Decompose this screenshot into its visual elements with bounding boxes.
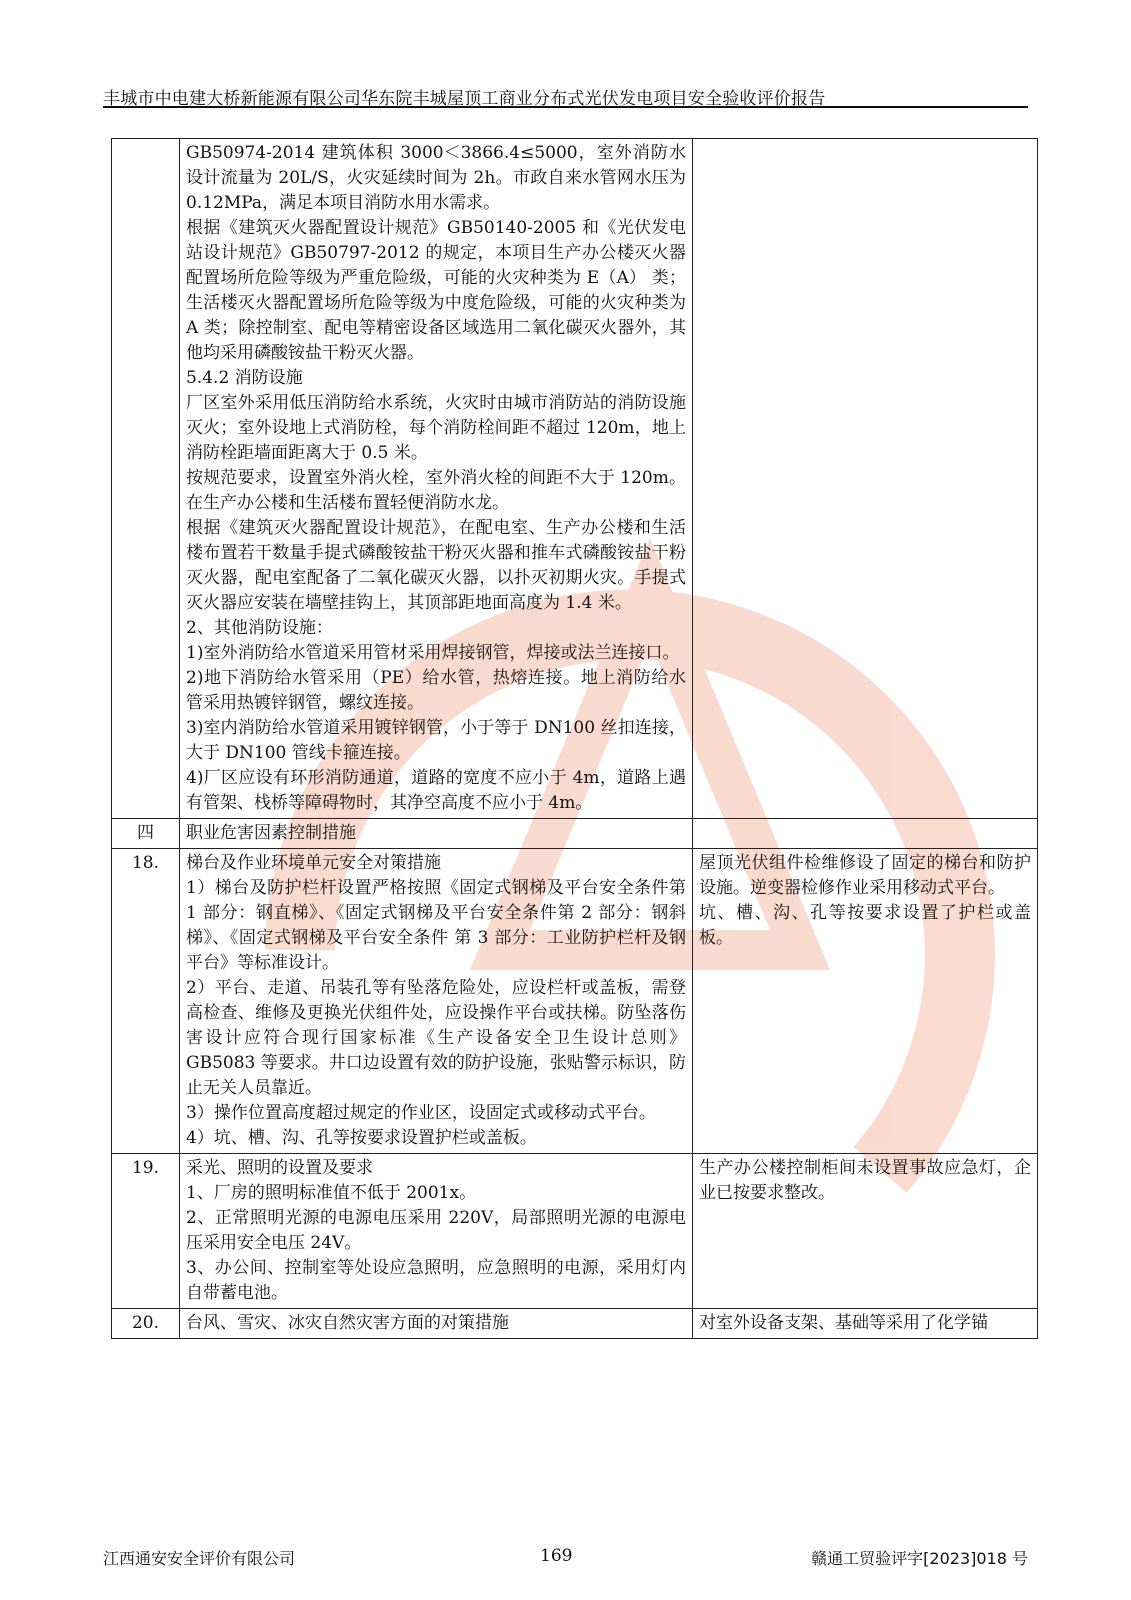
implementation-line: 生产办公楼控制柜间未设置事故应急灯，企业已按要求整改。: [699, 1158, 1031, 1203]
table-row: [112, 849, 1038, 1154]
measure-line: 3)室内消防给水管道采用镀锌钢管，小于等于 DN100 丝扣连接，大于 DN100 管线卡箍连接。: [186, 718, 686, 763]
measure-line: 2、其他消防设施：: [186, 618, 333, 638]
implementation-cell: [693, 1154, 1038, 1309]
measure-line: 2）平台、走道、吊装孔等有坠落危险处，应设栏杆或盖板，需登高检查、维修及更换光伏组件处，应设操作平台或扶梯。防坠落伤害设计应符合现行国家标准《生产设备安全卫生设计总则》GB5083 等要求。井口边设置有效的防护设施，张贴警示标识，防止无关人员靠近。: [186, 978, 686, 1098]
measure-line: 台风、雪灾、冰灾自然灾害方面的对策措施: [186, 1313, 509, 1333]
row-number: 四: [112, 819, 180, 849]
measure-line: 根据《建筑灭火器配置设计规范》GB50140-2005 和《光伏发电站设计规范》GB50797-2012 的规定，本项目生产办公楼灭火器配置场所危险等级为严重危险级，可能的火灾种类为 E（A） 类；生活楼灭火器配置场所危险等级为中度危险级，可能的火灾种类为 A 类；除控制室、配电等精密设备区域选用二氧化碳灭火器外，其他均采用磷酸铵盐干粉灭火器。: [186, 218, 686, 363]
measure-line: 3）操作位置高度超过规定的作业区，设固定式或移动式平台。: [186, 1103, 656, 1123]
implementation-cell: [693, 819, 1038, 849]
measure-line: 梯台及作业环境单元安全对策措施: [186, 853, 441, 873]
measure-line: 3、办公间、控制室等处设应急照明，应急照明的电源，采用灯内自带蓄电池。: [186, 1258, 686, 1303]
implementation-cell: [693, 849, 1038, 1154]
measures-cell: [180, 1309, 693, 1339]
measures-cell: [180, 819, 693, 849]
measure-line: 2、正常照明光源的电源电压采用 220V，局部照明光源的电源电压采用安全电压 24V。: [186, 1208, 686, 1253]
footer-company: 江西通安安全评价有限公司: [103, 1549, 296, 1568]
implementation-cell: [693, 139, 1038, 819]
measure-line: 职业危害因素控制措施: [186, 823, 356, 843]
measure-line: 4)厂区应设有环形消防通道，道路的宽度不应小于 4m，道路上遇有管架、栈桥等障碍物时，其净空高度不应小于 4m。: [186, 768, 686, 813]
footer-document-number: 赣通工贸验评字[2023]018 号: [811, 1549, 1028, 1568]
page-header: 丰城市中电建大桥新能源有限公司华东院丰城屋顶工商业分布式光伏发电项目安全验收评价报告: [103, 89, 826, 109]
measure-line: 1)室外消防给水管道采用管材采用焊接钢管，焊接或法兰连接口。: [186, 643, 680, 663]
row-number: 20.: [112, 1309, 180, 1339]
table-row: [112, 1309, 1038, 1339]
report-table: [111, 138, 1038, 1339]
measure-line: 按规范要求，设置室外消火栓，室外消火栓的间距不大于 120m。在生产办公楼和生活楼布置轻便消防水龙。: [186, 468, 686, 513]
table-row: [112, 819, 1038, 849]
measure-line: 1、厂房的照明标准值不低于 2001x。: [186, 1183, 477, 1203]
implementation-cell: [693, 1309, 1038, 1339]
implementation-line: 屋顶光伏组件检维修设了固定的梯台和防护设施。逆变器检修作业采用移动式平台。: [699, 853, 1031, 898]
measure-line: 4）坑、槽、沟、孔等按要求设置护栏或盖板。: [186, 1128, 537, 1148]
measure-line: GB50974-2014 建筑体积 3000＜3866.4≤5000，室外消防水设计流量为 20L/S，火灾延续时间为 2h。市政自来水管网水压为 0.12MPa，满足本项目消防水用水需求。: [186, 143, 686, 213]
measure-line: 采光、照明的设置及要求: [186, 1158, 373, 1178]
measure-line: 1）梯台及防护栏杆设置严格按照《固定式钢梯及平台安全条件第 1 部分：钢直梯》、《固定式钢梯及平台安全条件第 2 部分：钢斜梯》、《固定式钢梯及平台安全条件 第 3 部分：工业防护栏杆及钢平台》等标准设计。: [186, 878, 686, 973]
measure-line: 根据《建筑灭火器配置设计规范》，在配电室、生产办公楼和生活楼布置若干数量手提式磷酸铵盐干粉灭火器和推车式磷酸铵盐干粉灭火器，配电室配备了二氧化碳灭火器，以扑灭初期火灾。手提式灭火器应安装在墙壁挂钩上，其顶部距地面高度为 1.4 米。: [186, 518, 686, 613]
table-row: [112, 139, 1038, 819]
implementation-line: 坑、槽、沟、孔等按要求设置了护栏或盖板。: [699, 903, 1031, 948]
measure-line: 2)地下消防给水管采用（PE）给水管，热熔连接。地上消防给水管采用热镀锌钢管，螺纹连接。: [186, 668, 686, 713]
table-row: [112, 1154, 1038, 1309]
row-number: 18.: [112, 849, 180, 1154]
row-number: 19.: [112, 1154, 180, 1309]
measure-line: 厂区室外采用低压消防给水系统，火灾时由城市消防站的消防设施灭火；室外设地上式消防栓，每个消防栓间距不超过 120m，地上消防栓距墙面距离大于 0.5 米。: [186, 393, 686, 463]
implementation-line: 对室外设备支架、基础等采用了化学锚: [699, 1313, 988, 1333]
page-number: 169: [540, 1546, 573, 1566]
header-rule: [103, 106, 1028, 108]
measures-cell: [180, 849, 693, 1154]
row-number: [112, 139, 180, 819]
measures-cell: [180, 1154, 693, 1309]
measures-cell: [180, 139, 693, 819]
measure-line: 5.4.2 消防设施: [186, 368, 303, 388]
